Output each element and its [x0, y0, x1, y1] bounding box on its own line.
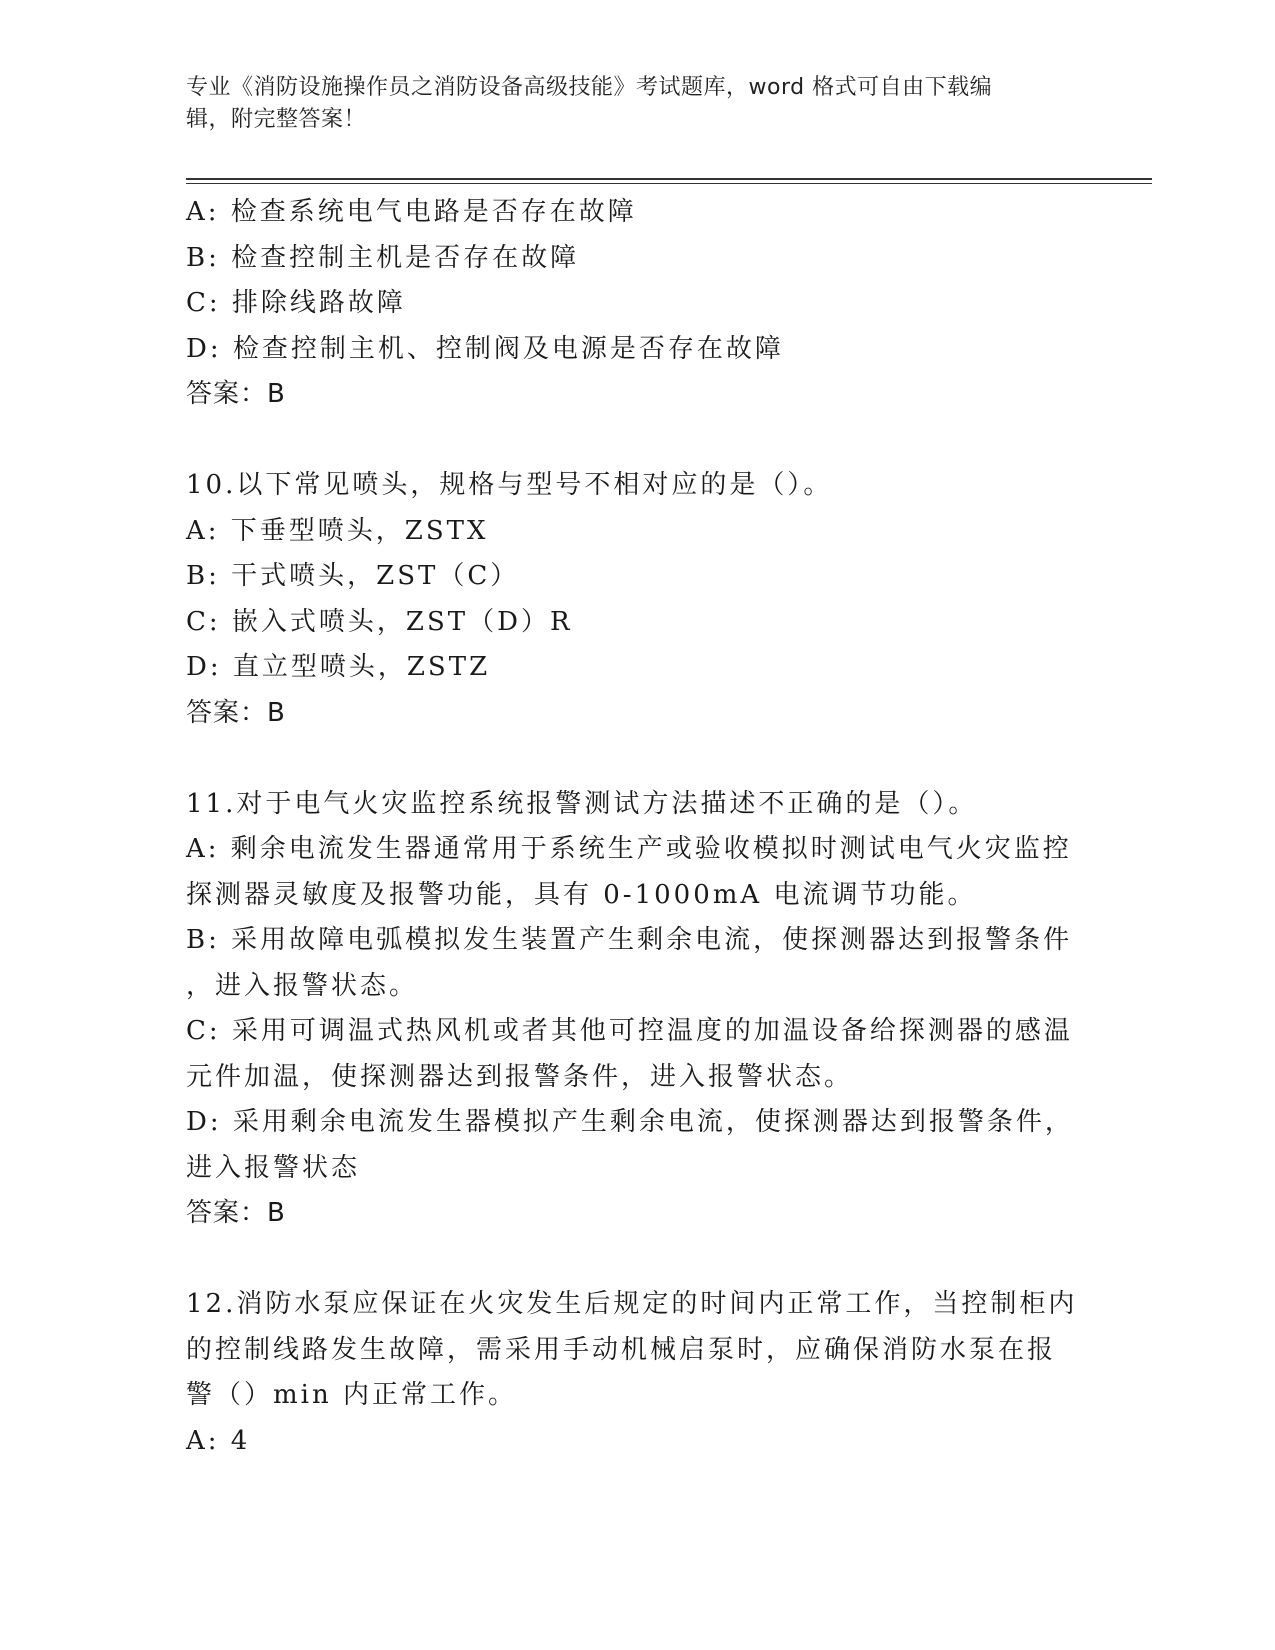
header-line-1: 专业《消防设施操作员之消防设备高级技能》考试题库，word 格式可自由下载编 — [186, 75, 993, 100]
question-9 — [186, 190, 1086, 418]
option-d: D: 直立型喷头，ZSTZ — [186, 652, 491, 682]
header-divider-thin — [186, 183, 1152, 184]
answer: 答案：B — [186, 1198, 286, 1228]
question-stem-line-2: 的控制线路发生故障，需采用手动机械启泵时，应确保消防水泵在报 — [186, 1334, 1057, 1365]
question-12 — [186, 1282, 1086, 1464]
option-c-line-1: C: 采用可调温式热风机或者其他可控温度的加温设备给探测器的感温 — [186, 1016, 1073, 1046]
option-c: C: 排除线路故障 — [186, 288, 406, 318]
option-c: C: 嵌入式喷头，ZST（D）R — [186, 606, 573, 637]
option-b: B: 干式喷头，ZST（C） — [186, 561, 520, 591]
option-a: A: 检查系统电气电路是否存在故障 — [186, 197, 637, 227]
option-a-line-2: 探测器灵敏度及报警功能，具有 0-1000mA 电流调节功能。 — [186, 879, 977, 910]
question-stem: 10.以下常见喷头，规格与型号不相对应的是（）。 — [186, 470, 833, 500]
question-stem-line-3: 警（）min 内正常工作。 — [186, 1380, 517, 1410]
question-11 — [186, 782, 1086, 1237]
option-d-line-2: 进入报警状态 — [186, 1152, 361, 1183]
option-a: A: 4 — [186, 1425, 251, 1456]
question-stem-line-1: 12.消防水泵应保证在火灾发生后规定的时间内正常工作，当控制柜内 — [186, 1289, 1078, 1319]
option-d-line-1: D: 采用剩余电流发生器模拟产生剩余电流，使探测器达到报警条件， — [186, 1107, 1074, 1137]
question-list — [186, 190, 1086, 1464]
option-b: B: 检查控制主机是否存在故障 — [186, 242, 580, 273]
question-stem: 11.对于电气火灾监控系统报警测试方法描述不正确的是（）。 — [186, 788, 978, 819]
header-divider-thick — [186, 178, 1152, 180]
question-10 — [186, 463, 1086, 736]
answer: 答案：B — [186, 379, 286, 409]
option-a: A: 下垂型喷头，ZSTX — [186, 515, 489, 546]
document-header — [186, 72, 1076, 136]
option-b-line-1: B: 采用故障电弧模拟发生装置产生剩余电流，使探测器达到报警条件 — [186, 925, 1073, 955]
answer: 答案：B — [186, 697, 286, 728]
option-d: D: 检查控制主机、控制阀及电源是否存在故障 — [186, 333, 784, 364]
option-b-line-2: ，进入报警状态。 — [186, 970, 419, 1001]
option-c-line-2: 元件加温，使探测器达到报警条件，进入报警状态。 — [186, 1061, 854, 1092]
header-line-2: 辑，附完整答案！ — [186, 107, 367, 132]
option-a-line-1: A: 剩余电流发生器通常用于系统生产或验收模拟时测试电气火灾监控 — [186, 834, 1072, 864]
